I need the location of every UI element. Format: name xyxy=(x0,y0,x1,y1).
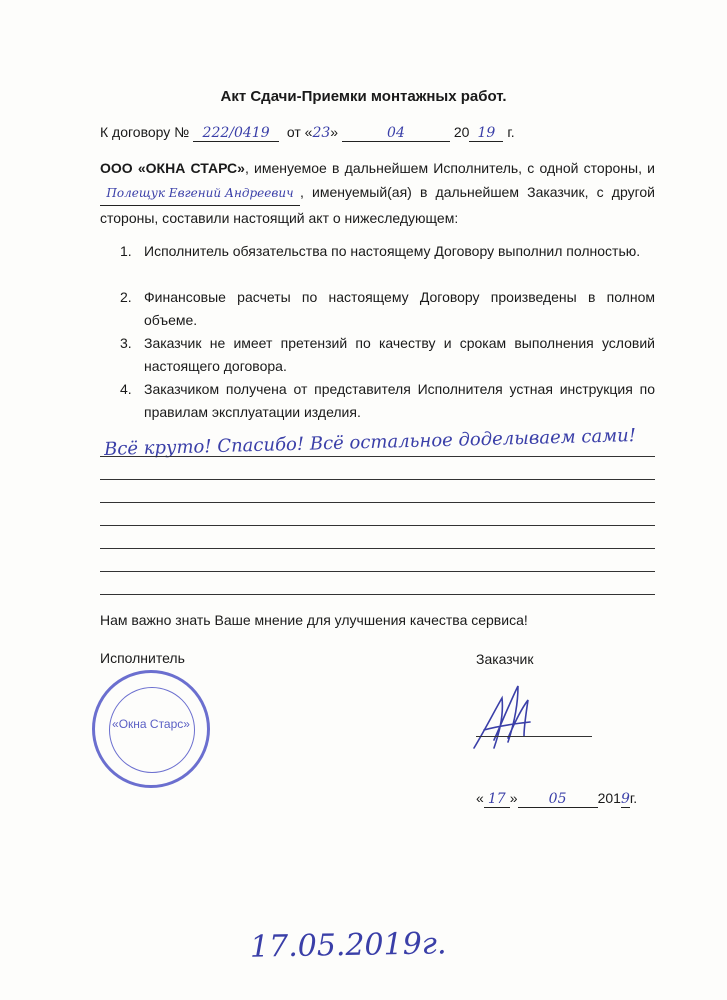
executor-label: Исполнитель xyxy=(100,650,185,666)
comment-rule xyxy=(100,456,655,457)
intro-text-1: , именуемое в дальнейшем Исполнитель, с одной стороны, и xyxy=(244,160,655,176)
contract-number: 222/0419 xyxy=(193,125,279,142)
item-number: 3. xyxy=(120,335,132,351)
sign-date-day: 17 xyxy=(484,791,510,808)
comment-rule xyxy=(100,502,655,503)
contract-year-prefix: 20 xyxy=(453,124,470,140)
comment-rule xyxy=(100,479,655,480)
document-title: Акт Сдачи-Приемки монтажных работ. xyxy=(220,88,507,105)
item-text: Финансовые расчеты по настоящему Договору произведены в полном объеме. xyxy=(144,289,655,328)
item-number: 4. xyxy=(120,381,132,397)
sign-date-year-prefix: 201 xyxy=(597,790,621,806)
sign-date-open: « xyxy=(476,790,484,806)
intro-paragraph xyxy=(100,156,655,230)
comment-rule xyxy=(100,594,655,595)
contract-month: 04 xyxy=(342,125,450,142)
sign-date xyxy=(476,790,637,808)
sign-date-close: » xyxy=(509,790,518,806)
contract-line xyxy=(100,124,515,142)
handwritten-date: 17.05.2019г. xyxy=(249,926,447,965)
company-name: ООО «ОКНА СТАРС» xyxy=(100,160,245,176)
company-stamp xyxy=(92,670,210,788)
contract-prefix: К договору № xyxy=(100,124,190,140)
comment-rule xyxy=(100,548,655,549)
intro-text-2: , именуемый(ая) в дальнейшем Заказчик, с другой стороны, составили настоящий акт о нижеследующем: xyxy=(100,184,655,226)
item-text: Заказчиком получена от представителя Исполнителя устная инструкция по правилам эксплуатации изделия. xyxy=(144,381,655,420)
contract-year-suffix: 19 xyxy=(469,125,503,142)
list-item xyxy=(100,332,655,378)
customer-signature xyxy=(468,678,548,758)
feedback-note: Нам важно знать Ваше мнение для улучшения качества сервиса! xyxy=(100,612,528,628)
comment-rule xyxy=(100,571,655,572)
list-item xyxy=(100,378,655,424)
contract-day: 23 xyxy=(312,125,331,141)
contract-close-quote: » xyxy=(330,124,339,140)
signature-rule xyxy=(476,736,592,737)
item-text: Исполнитель обязательства по настоящему Договору выполнил полностью. xyxy=(144,243,641,259)
contract-from: от « xyxy=(286,124,313,140)
contract-year-g: г. xyxy=(507,124,515,140)
item-text: Заказчик не имеет претензий по качеству и срокам выполнения условий настоящего договора. xyxy=(144,335,655,374)
customer-label: Заказчик xyxy=(476,651,534,667)
sign-date-g: г. xyxy=(629,790,638,806)
customer-name: Полещук Евгений Андреевич xyxy=(100,181,300,206)
list-item xyxy=(100,240,655,286)
handwritten-comment: Всё круто! Спасибо! Всё остальное доделываем сами! xyxy=(103,425,637,460)
item-number: 1. xyxy=(120,243,132,259)
sign-date-year-suffix: 9 xyxy=(620,791,630,807)
list-item xyxy=(100,286,655,332)
stamp-label: «Окна Старс» xyxy=(112,717,190,731)
sign-date-month: 05 xyxy=(518,791,598,808)
item-number: 2. xyxy=(120,289,132,305)
comment-rule xyxy=(100,525,655,526)
